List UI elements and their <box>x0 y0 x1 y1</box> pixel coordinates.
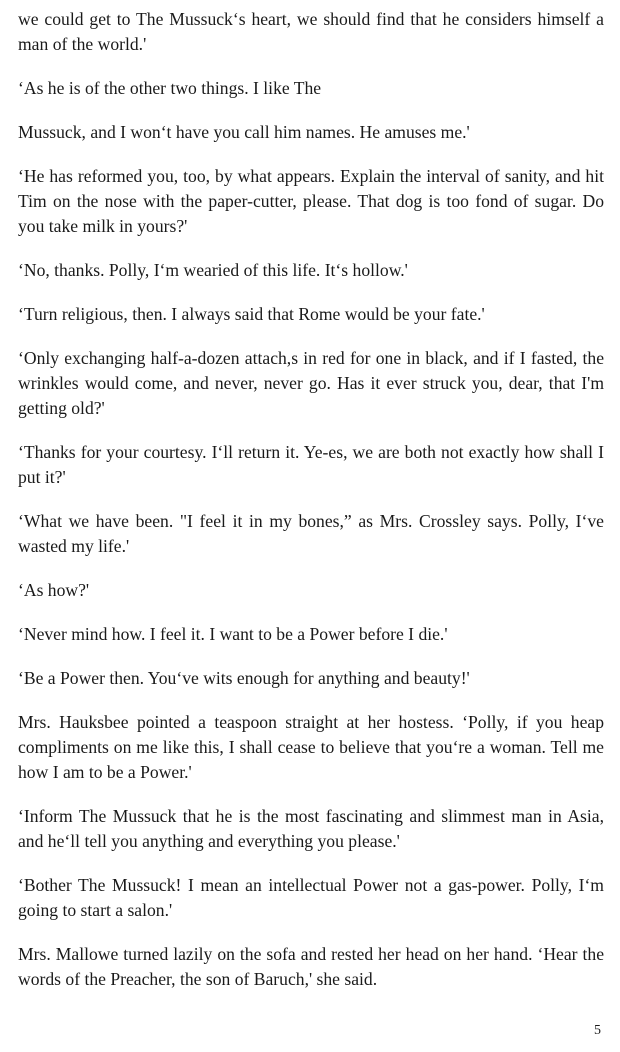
paragraph: Mrs. Mallowe turned lazily on the sofa and rested her head on her hand. ‘Hear the words of the Preacher, the son of Baruch,' she said. <box>18 944 604 989</box>
paragraph: ‘As how?' <box>18 580 90 600</box>
paragraph: ‘As he is of the other two things. I like The <box>18 78 322 98</box>
paragraph: ‘Only exchanging half-a-dozen attach,s in red for one in black, and if I fasted, the wrinkles would come, and never, never go. Has it ever struck you, dear, that I'm getting old?' <box>18 348 604 418</box>
paragraph: ‘He has reformed you, too, by what appears. Explain the interval of sanity, and hit Tim on the nose with the paper-cutter, please. That dog is too fond of sugar. Do you take milk in yours?' <box>18 166 604 236</box>
paragraph: ‘What we have been. "I feel it in my bones,” as Mrs. Crossley says. Polly, I‘ve wasted my life.' <box>18 511 604 556</box>
paragraph: Mussuck, and I won‘t have you call him names. He amuses me.' <box>18 122 470 142</box>
paragraph: we could get to The Mussuck‘s heart, we should find that he considers himself a man of the world.' <box>18 9 604 54</box>
paragraph: ‘No, thanks. Polly, I‘m wearied of this life. It‘s hollow.' <box>18 260 408 280</box>
body-text <box>18 7 604 1011</box>
paragraph: ‘Turn religious, then. I always said that Rome would be your fate.' <box>18 304 485 324</box>
paragraph: ‘Never mind how. I feel it. I want to be a Power before I die.' <box>18 624 448 644</box>
paragraph: Mrs. Hauksbee pointed a teaspoon straight at her hostess. ‘Polly, if you heap compliments on me like this, I shall cease to believe that you‘re a woman. Tell me how I am to be a Power.' <box>18 712 604 782</box>
paragraph: ‘Thanks for your courtesy. I‘ll return it. Ye-es, we are both not exactly how shall I put it?' <box>18 442 604 487</box>
paragraph: ‘Be a Power then. You‘ve wits enough for anything and beauty!' <box>18 668 470 688</box>
paragraph: ‘Inform The Mussuck that he is the most fascinating and slimmest man in Asia, and he‘ll tell you anything and everything you please.' <box>18 806 604 851</box>
page-number: 5 <box>594 1023 601 1038</box>
paragraph: ‘Bother The Mussuck! I mean an intellectual Power not a gas-power. Polly, I‘m going to start a salon.' <box>18 875 604 920</box>
